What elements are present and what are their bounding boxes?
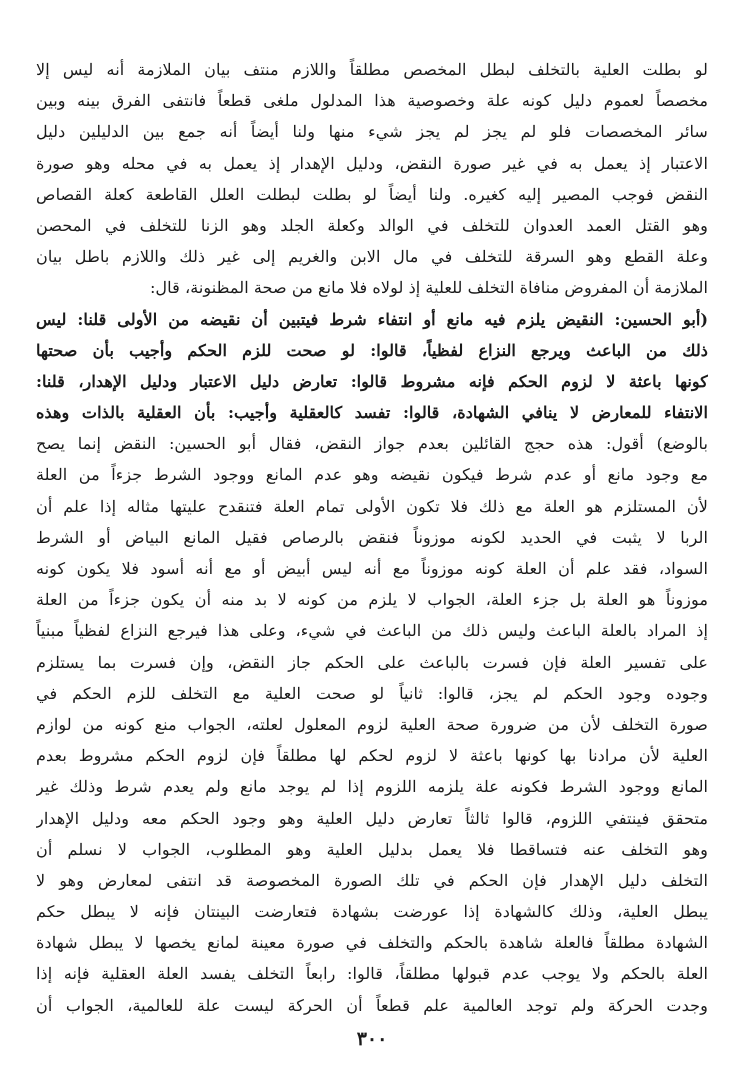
text-line: العلة بالحكم ولا يوجب عدم قبولها مطلقاً، قالوا: رابعاً التخلف يفسد العلة العقلية فإنه إذا [36,964,708,984]
text-line: السواد، فقد علم أن العلة كونه موزوناً مع أنه ليس أبيض أو مع أنه أسود فلا يكون كونه [36,559,708,578]
text-line: وجدت الحركة ولم توجد العالمية علم قطعاً أن الحركة ليست علة للعالمية، الجواب أن [36,995,708,1015]
text-line: لو بطلت العلية بالتخلف لبطل المخصص مطلقاً واللازم منتف بيان الملازمة أنه ليس إلا [36,60,708,79]
text-line: سائر المخصصات فلو لم يجز لم يجز شيء منها ولنا أيضاً أنه جمع بين الدليلين دليل [36,122,708,142]
text-line: وجوده وجود الحكم لم يجز، قالوا: ثانياً لو صحت العلية مع التخلف للزم الحكم في [36,683,708,703]
text-line: متحقق فينتفي اللزوم، قالوا ثالثاً تعارض دليل العلية وهو وجود الحكم معه ودليل الإهدار [36,808,708,828]
text-line: الربا لا يثبت في الحديد لكونه موزوناً فنقض بالرصاص فقيل المانع البياض أو الشرط [36,527,708,547]
text-line: موزوناً هو العلة بل جزء العلة، الجواب لا يلزم من كونه لا بد منه أن يكون جزءاً من العلة [36,590,708,610]
text-line: إذ المراد بالعلة الباعث وليس ذلك من الباعث في شيء، وعلى هذا فيرجع النزاع لفظياً مبنياً [36,621,708,641]
text-line: التخلف دليل الإهدار فإن الحكم في تلك الصورة المخصوصة قد انتفى لمعارض وهو لا [36,870,708,890]
text-line: على تفسير العلة فإن فسرت بالباعث على الحكم جاز النقض، وإن فسرت بما يستلزم [36,652,708,672]
text-line: صورة التخلف لأن من ضرورة صحة العلية لزوم المعلول لعلته، الجواب منع كونه من لوازم [36,714,708,734]
text-line: لأن المستلزم هو العلة مع ذلك فلا تكون الأولى تمام العلة فتنقدح عليتها مثاله إذا علم أن [36,496,708,516]
quoted-text-line: كونها باعثة لا لزوم الحكم فإنه مشروط قالوا: تعارض دليل الاعتبار ودليل الإهدار، قلنا: [36,371,708,391]
text-line: مخصصاً لعموم دليل كونه علة وخصوصية هذا المدلول ملغى قطعاً فانتفى الفرق بينه وبين [36,91,708,111]
text-line: يبطل العلية، وذلك كالشهادة إذا عورضت بشهادة فتعارضت البينتان فإنه لا يبطل حكم [36,902,708,922]
text-line: بالوضع) أقول: هذه حجج القائلين بعدم جواز النقض، فقال أبو الحسين: النقض إنما يصح [36,434,708,454]
text-line: الشهادة مطلقاً فالعلة شاهدة بالحكم والتخلف في صورة معينة لمانع يخصها لا يبطل شهادة [36,933,708,953]
text-line: الملازمة أن المفروض منافاة التخلف للعلية إذ لولاه فلا مانع من صحة المظنونة، قال: [149,278,708,298]
text-line: مع وجود مانع أو عدم شرط فيكون نقيضه وهو عدم المانع ووجود الشرط جزءاً من العلة [36,465,708,485]
page-number: ٣٠٠ [356,1028,388,1050]
quoted-text-line: (أبو الحسين: النقيض يلزم فيه مانع أو انتفاء شرط فيتبين أن نقيضه من الأولى قلنا: ليس [36,309,708,329]
text-line: المانع ووجود الشرط فكونه علة يلزمه اللزوم إذا لم يوجد مانع ولم يعدم شرط وذلك غير [36,777,708,797]
quoted-text-line: الانتفاء للمعارض لا ينافي الشهادة، قالوا: تفسد كالعقلية وأجيب: بأن العقلية بالذات وهذه [36,403,708,423]
text-line: وهو القتل العمد العدوان للتخلف في الوالد وكعلة الجلد وهو الزنا للتخلف في المحصن [36,215,708,235]
text-line: النقض فوجب المصير إليه كغيره. ولنا أيضاً لو بطلت لبطلت العلل القاطعة كعلة القصاص [36,184,708,204]
text-line: وهو التخلف عنه فتساقطا فلا يعمل بدليل العلية وهو المطلوب، الجواب لا نسلم أن [36,839,708,859]
text-line: وعلة القطع وهو السرقة للتخلف في مال الابن والغريم إلى غير ذلك واللازم باطل بيان [36,247,708,267]
text-line: العلية لأن مرادنا بها كونها باعثة لا لزوم لحكم لها مطلقاً فإن لزوم الحكم مشروط بعدم [36,746,708,766]
quoted-text-line: ذلك من الباعث ويرجع النزاع لفظياً، قالوا: لو صحت للزم الحكم وأجيب بأن صحتها [36,340,708,360]
text-line: الاعتبار إذ يعمل به في غير صورة النقض، ودليل الإهدار إذ يعمل به في محله وهو صورة [36,153,708,173]
